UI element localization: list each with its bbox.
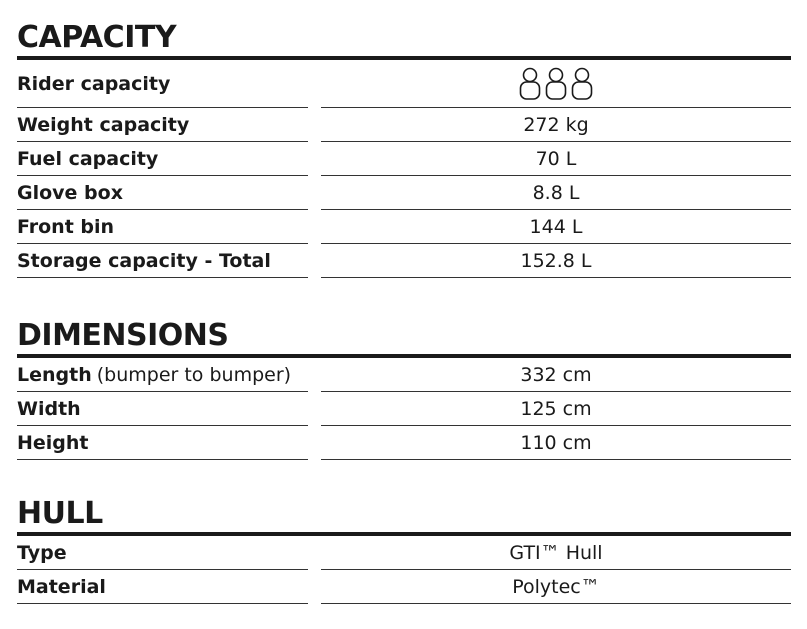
spec-label: Height xyxy=(17,426,308,460)
spec-value: 8.8 L xyxy=(321,176,791,210)
spec-row xyxy=(17,392,791,426)
capacity-title: CAPACITY xyxy=(17,20,177,55)
person-seat-icon xyxy=(519,67,541,101)
spec-label: Fuel capacity xyxy=(17,142,308,176)
spec-label: Type xyxy=(17,536,308,570)
dimensions-section xyxy=(17,318,791,460)
spec-value: 152.8 L xyxy=(321,244,791,278)
rider-capacity-label: Rider capacity xyxy=(17,60,308,108)
person-seat-icon xyxy=(571,67,593,101)
rider-icons xyxy=(519,67,593,101)
spec-label: Front bin xyxy=(17,210,308,244)
spec-value: GTI™ Hull xyxy=(321,536,791,570)
spec-label xyxy=(17,358,308,392)
length-label: Length xyxy=(17,363,92,386)
spec-row xyxy=(17,358,791,392)
spec-value: 272 kg xyxy=(321,108,791,142)
hull-title: HULL xyxy=(17,496,103,531)
length-sublabel: (bumper to bumper) xyxy=(96,363,292,386)
spec-row xyxy=(17,176,791,210)
spec-label: Glove box xyxy=(17,176,308,210)
hull-section xyxy=(17,496,791,604)
spec-row xyxy=(17,142,791,176)
capacity-section xyxy=(17,20,791,278)
spec-row xyxy=(17,108,791,142)
spec-value: 332 cm xyxy=(321,358,791,392)
spec-value: 144 L xyxy=(321,210,791,244)
spec-value: 125 cm xyxy=(321,392,791,426)
spec-row-rider-capacity xyxy=(17,60,791,108)
spec-value: Polytec™ xyxy=(321,570,791,604)
spec-label: Storage capacity - Total xyxy=(17,244,308,278)
spec-value: 70 L xyxy=(321,142,791,176)
spec-row xyxy=(17,426,791,460)
spec-label: Weight capacity xyxy=(17,108,308,142)
spec-row xyxy=(17,570,791,604)
dimensions-title: DIMENSIONS xyxy=(17,318,229,353)
spec-label: Width xyxy=(17,392,308,426)
spec-row xyxy=(17,536,791,570)
spec-label: Material xyxy=(17,570,308,604)
spec-row xyxy=(17,210,791,244)
spec-row xyxy=(17,244,791,278)
rider-capacity-value xyxy=(321,60,791,108)
person-seat-icon xyxy=(545,67,567,101)
spec-value: 110 cm xyxy=(321,426,791,460)
